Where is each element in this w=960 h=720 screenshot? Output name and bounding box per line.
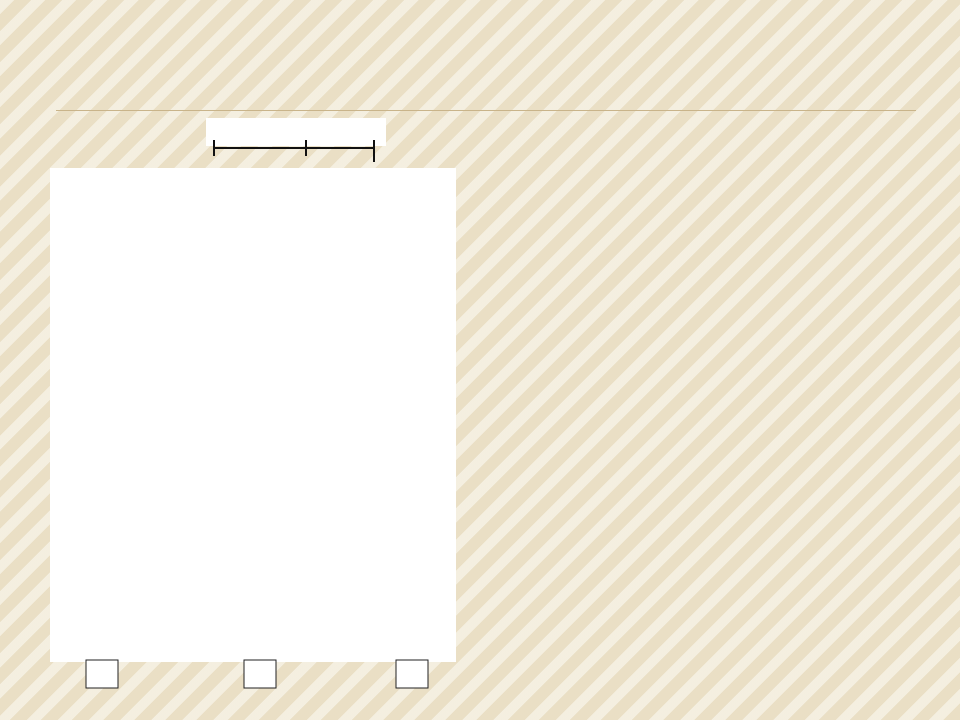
disk-label-strip: [206, 118, 386, 146]
number-box-1: [86, 660, 118, 688]
number-box-3: [396, 660, 428, 688]
legend: [536, 142, 936, 202]
number-box-2: [244, 660, 276, 688]
figure-panel: [50, 168, 456, 662]
